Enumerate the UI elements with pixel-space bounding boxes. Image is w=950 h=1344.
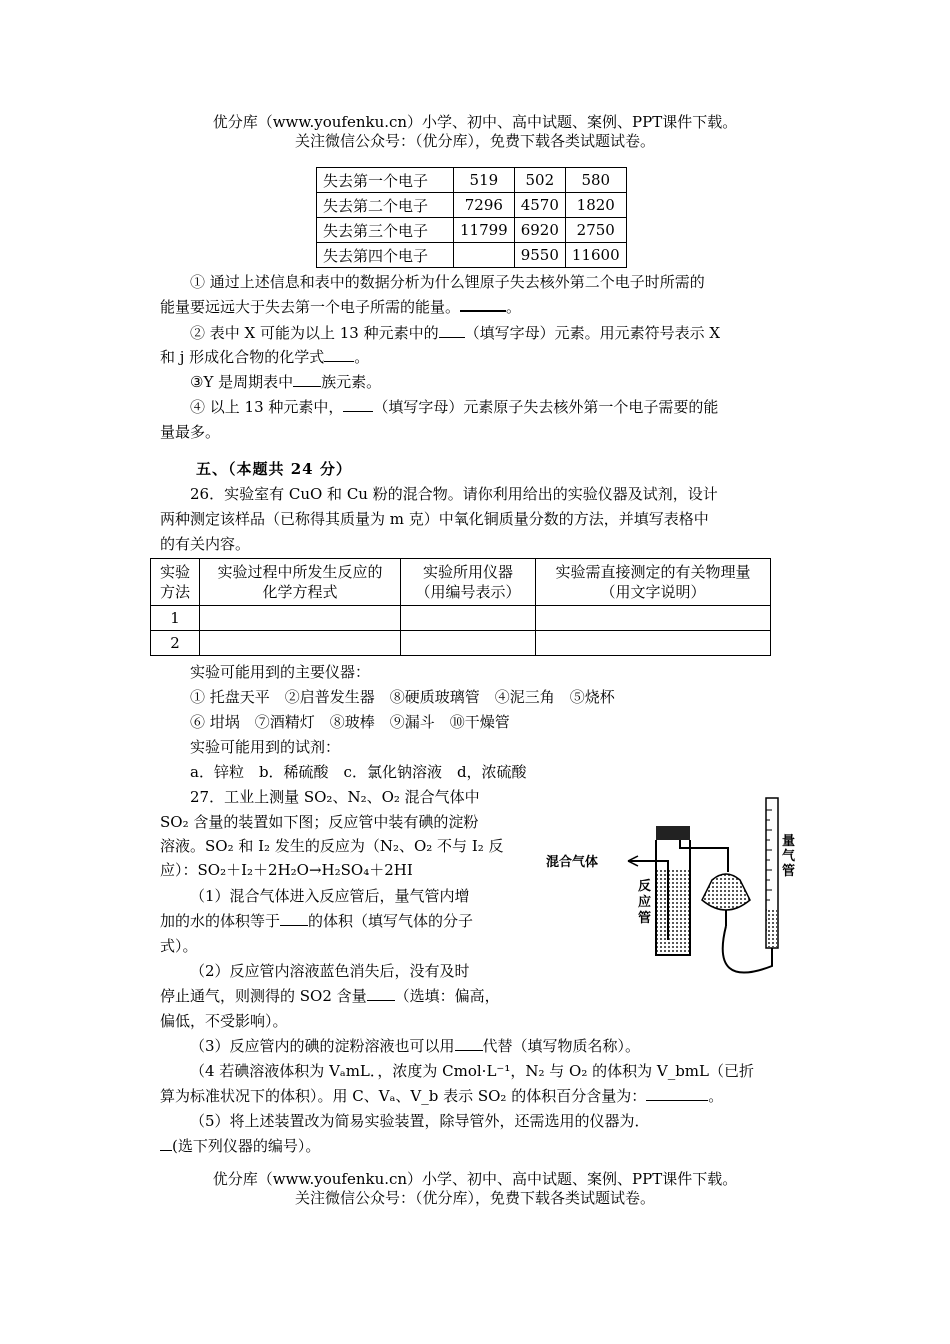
q26-line: 的有关内容。 (160, 535, 251, 553)
q26-line: 实验可能用到的主要仪器： (190, 663, 371, 681)
table-cell: 4570 (514, 193, 565, 218)
table-cell: 失去第一个电子 (317, 168, 454, 193)
q26-line: 两种测定该样品（已称得其质量为 m 克）中氧化铜质量分数的方法，并填写表格中 (160, 510, 709, 528)
answer-blank[interactable] (324, 361, 354, 362)
answer-cell[interactable] (200, 631, 401, 656)
table-cell: 失去第二个电子 (317, 193, 454, 218)
header-text: （用编号表示） (415, 583, 521, 601)
q25-line: 量最多。 (160, 423, 221, 441)
header-text: （用文字说明） (600, 583, 706, 601)
page-footer (0, 1170, 950, 1208)
q27-text: 算为标准状况下的体积）。用 C、Vₐ、V_b 表示 SO₂ 的体积百分含量为： (160, 1087, 647, 1105)
answer-cell[interactable] (536, 631, 771, 656)
header-cell (200, 559, 401, 606)
q27-line: 式）。 (160, 937, 198, 955)
header-cell (536, 559, 771, 606)
q25-text: 族元素。 (321, 373, 382, 391)
answer-blank[interactable] (439, 337, 465, 338)
answer-blank[interactable] (160, 1150, 172, 1151)
q27-line: 偏低，不受影响）。 (160, 1012, 288, 1030)
gas-measurement-apparatus (540, 790, 810, 996)
q26-line: a．锌粒 b．稀硫酸 c．氯化钠溶液 d，浓硫酸 (190, 763, 527, 781)
q27-text: 加的水的体积等于 (160, 912, 281, 930)
header-text: 化学方程式 (262, 583, 338, 601)
q27-line: （5）将上述装置改为简易实验装置，除导管外，还需选用的仪器为． (190, 1112, 650, 1130)
q25-line (160, 347, 369, 367)
table-cell: 2 (151, 631, 200, 656)
table-row (151, 606, 771, 631)
q27-line: 27．工业上测量 SO₂、N₂、O₂ 混合气体中 (190, 788, 480, 806)
table-cell: 2750 (565, 218, 626, 243)
experiment-design-table (150, 558, 771, 656)
answer-blank[interactable] (646, 1100, 708, 1101)
q27-line (160, 986, 500, 1006)
label-tube-group (638, 878, 656, 926)
table-cell: 11799 (454, 218, 515, 243)
q27-text: 的体积（填写气体的分子 (308, 912, 474, 930)
reaction-solution (657, 870, 689, 954)
header-line-1: 优分库（www.youfenku.cn）小学、初中、高中试题、案例、PPT课件下载。 (212, 113, 738, 131)
q27-line: （1）混合气体进入反应管后，量气管内增 (190, 887, 470, 905)
answer-cell[interactable] (200, 606, 401, 631)
table-header-row (151, 559, 771, 606)
rubber-hose (723, 926, 772, 973)
table-cell: 11600 (565, 243, 626, 268)
label-meter-group (782, 833, 800, 879)
q25-line (190, 323, 720, 343)
header-text: 方法 (159, 583, 190, 601)
table-cell: 519 (454, 168, 515, 193)
table-cell (454, 243, 515, 268)
q27-line: 应）：SO₂＋I₂＋2H₂O→H₂SO₄＋2HI (160, 861, 413, 879)
page-header (0, 113, 950, 151)
ionization-energy-table (316, 167, 627, 268)
label-meter (782, 833, 800, 879)
table-cell: 1 (151, 606, 200, 631)
q25-line: ① 通过上述信息和表中的数据分析为什么锂原子失去核外第二个电子时所需的 (190, 273, 705, 291)
header-cell (151, 559, 200, 606)
q27-line (160, 1136, 320, 1156)
table-row (317, 193, 627, 218)
answer-blank[interactable] (343, 411, 373, 412)
footer-line-1: 优分库（www.youfenku.cn）小学、初中、高中试题、案例、PPT课件下载。 (212, 1170, 738, 1188)
q27-text: （3）反应管内的碘的淀粉溶液也可以用 (190, 1037, 455, 1055)
leveling-bulb (702, 874, 750, 910)
header-text: 实验过程中所发生反应的 (217, 563, 383, 581)
burette-water (767, 908, 777, 947)
q26-line: ⑥ 坩埚 ⑦酒精灯 ⑧玻棒 ⑨漏斗 ⑩干燥管 (190, 713, 510, 731)
q25-text: ④ 以上 13 种元素中， (190, 398, 344, 416)
q25-text: 。 (354, 348, 370, 366)
label-gas: 混合气体 (546, 855, 599, 870)
q25-text: 。 (506, 298, 522, 316)
q27-line: （4 若碘溶液体积为 VₐmL．，浓度为 Cmol·L⁻¹，N₂ 与 O₂ 的体积为 V_bmL（已折 (190, 1062, 754, 1080)
q25-text: ② 表中 X 可能为以上 13 种元素中的 (190, 324, 439, 342)
header-text: 实验 (159, 563, 190, 581)
q25-line (160, 297, 521, 317)
table-row (317, 243, 627, 268)
q27-text: 代替（填写物质名称）。 (482, 1037, 641, 1055)
q25-text: 和 j 形成化合物的化学式 (160, 348, 325, 366)
answer-cell[interactable] (401, 606, 536, 631)
table-row (151, 631, 771, 656)
table-row (317, 168, 627, 193)
q27-line: （2）反应管内溶液蓝色消失后，没有及时 (190, 962, 470, 980)
answer-cell[interactable] (536, 606, 771, 631)
table-cell: 7296 (454, 193, 515, 218)
table-cell: 9550 (514, 243, 565, 268)
table-cell: 失去第四个电子 (317, 243, 454, 268)
answer-blank[interactable] (455, 1050, 483, 1051)
q25-text: 能量要远远大于失去第一个电子所需的能量。 (160, 298, 461, 316)
label-meter-char-2: 气 (782, 849, 796, 864)
table-cell: 502 (514, 168, 565, 193)
answer-blank[interactable] (280, 925, 308, 926)
q25-text: （填写字母）元素原子失去核外第一个电子需要的能 (373, 398, 719, 416)
q27-line: 溶液。SO₂ 和 I₂ 发生的反应为（N₂、O₂ 不与 I₂ 反 (160, 837, 504, 855)
section-title: 五、（本题共 24 分） (196, 460, 352, 478)
header-text: 实验需直接测定的有关物理量 (555, 563, 751, 581)
answer-cell[interactable] (401, 631, 536, 656)
table-cell: 失去第三个电子 (317, 218, 454, 243)
table-cell: 1820 (565, 193, 626, 218)
answer-blank[interactable] (367, 1000, 395, 1001)
label-meter-char-1: 量 (782, 834, 796, 849)
q27-text: （选填：偏高， (394, 987, 500, 1005)
label-meter-char-3: 管 (782, 864, 796, 879)
q25-line (190, 397, 718, 417)
label-tube (638, 878, 656, 926)
header-line-2: 关注微信公众号：（优分库），免费下载各类试题试卷。 (294, 132, 655, 150)
q25-line (190, 372, 381, 392)
q26-line: 26．实验室有 CuO 和 Cu 粉的混合物。请你利用给出的实验仪器及试剂，设计 (190, 485, 718, 503)
table-cell: 580 (565, 168, 626, 193)
answer-blank[interactable] (293, 386, 321, 387)
answer-blank[interactable] (460, 310, 506, 312)
label-tube-char-3: 管 (638, 911, 652, 926)
label-tube-char-1: 反 (638, 879, 652, 894)
stopper (656, 826, 690, 840)
table-row (317, 218, 627, 243)
q27-line: SO₂ 含量的装置如下图；反应管中装有碘的淀粉 (160, 813, 479, 831)
gas-outlet-tube (680, 840, 728, 872)
q27-text: 停止通气，则测得的 SO2 含量 (160, 987, 367, 1005)
label-tube-char-2: 应 (638, 895, 652, 910)
q25-text: ③Y 是周期表中 (190, 373, 294, 391)
q27-line (160, 1086, 723, 1106)
q27-text: 。 (708, 1087, 724, 1105)
q25-text: （填写字母）元素。用元素符号表示 X (464, 324, 721, 342)
footer-line-2: 关注微信公众号：（优分库），免费下载各类试题试卷。 (294, 1189, 655, 1207)
table-cell: 6920 (514, 218, 565, 243)
q26-line: ① 托盘天平 ②启普发生器 ⑧硬质玻璃管 ④泥三角 ⑤烧杯 (190, 688, 615, 706)
q27-line (190, 1036, 640, 1056)
q27-text: (选下列仪器的编号）。 (172, 1137, 321, 1155)
q26-line: 实验可能用到的试剂： (190, 738, 341, 756)
header-cell (401, 559, 536, 606)
q27-line (160, 911, 473, 931)
header-text: 实验所用仪器 (422, 563, 513, 581)
